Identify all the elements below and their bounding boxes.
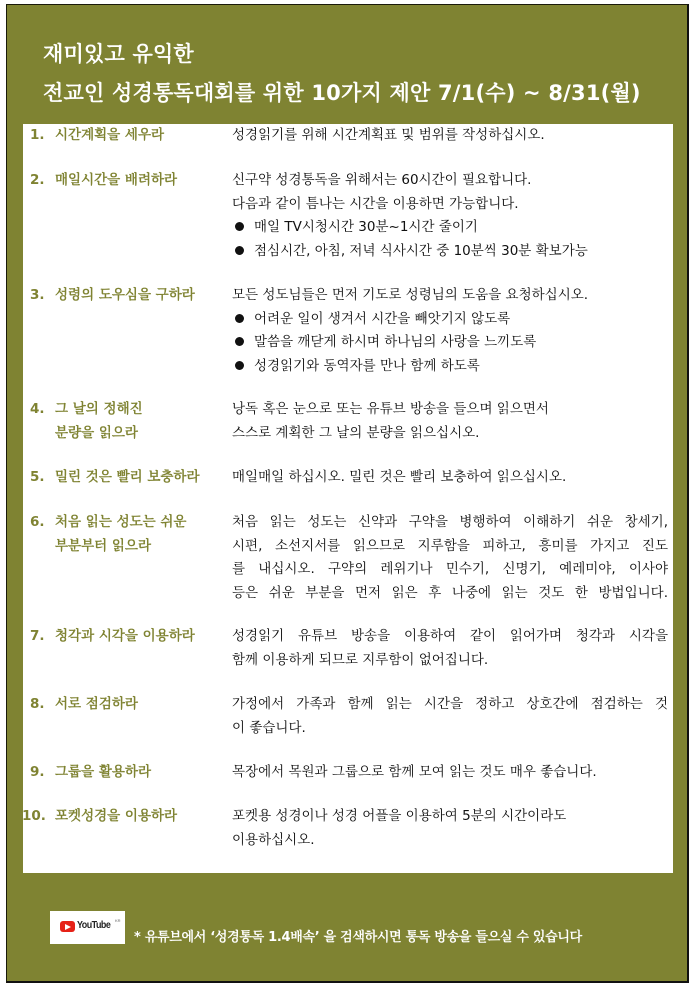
proposal-title: 성령의 도우심을 구하라: [55, 287, 195, 303]
bullet-dot-icon: [235, 246, 244, 255]
description-line: 등은 쉬운 부분을 먼저 읽은 후 나중에 읽는 것도 한 방법입니다.: [232, 585, 668, 602]
bullet-dot-icon: [235, 314, 244, 323]
proposal-number: 10.: [22, 808, 46, 824]
proposal-label: [30, 466, 230, 490]
proposal-number: 5.: [30, 469, 45, 485]
description-line: 낭독 혹은 눈으로 또는 유튜브 방송을 들으며 읽으면서: [232, 401, 549, 417]
proposal-number: 1.: [30, 127, 45, 143]
bullet-text: 점심시간, 아침, 저녁 식사시간 중 10분씩 30분 확보가능: [254, 243, 588, 260]
proposal-number: 3.: [30, 287, 45, 303]
bullet-text: 매일 TV시청시간 30분~1시간 줄이기: [254, 219, 478, 236]
youtube-logo: [50, 911, 125, 944]
proposal-label: [30, 511, 230, 558]
proposal-title: 매일시간을 배려하라: [55, 172, 178, 188]
description-line: 성경읽기 유튜브 방송을 이용하여 같이 읽어가며 청각과 시각을: [232, 628, 668, 644]
proposal-label: [30, 169, 230, 193]
proposal-description: [232, 169, 668, 264]
description-line: 처음 읽는 성도는 신약과 구약을 병행하여 이해하기 쉬운 창세기,: [232, 514, 668, 530]
proposal-title-cont: 부분부터 읽으라: [55, 537, 151, 554]
proposal-title: 처음 읽는 성도는 쉬운: [55, 514, 187, 530]
proposal-description: [232, 761, 668, 785]
proposal-description: [232, 625, 668, 672]
youtube-logo-text: YouTube: [77, 919, 111, 931]
proposal-number: 8.: [30, 696, 45, 712]
proposal-description: [232, 124, 668, 148]
proposal-description: [232, 805, 668, 852]
footer-note: * 유튜브에서 ‘성경통독 1.4배속’ 을 검색하시면 통독 방송을 들으실 수 있습니다: [134, 930, 582, 945]
proposal-description: [232, 398, 668, 445]
description-line: 를 내십시오. 구약의 레위기나 민수기, 신명기, 예레미야, 이사야: [232, 561, 668, 578]
bullet-dot-icon: [235, 222, 244, 231]
proposal-label: [22, 805, 230, 829]
proposal-label: [30, 761, 230, 785]
description-line: 가정에서 가족과 함께 읽는 시간을 정하고 상호간에 점검하는 것: [232, 696, 668, 712]
description-line: 함께 이용하게 되므로 지루함이 없어집니다.: [232, 651, 489, 668]
youtube-region-label: KR: [115, 918, 121, 923]
proposal-title: 서로 점검하라: [55, 696, 138, 712]
proposal-title-cont: 분량을 읽으라: [55, 424, 138, 441]
bullet-item: [232, 331, 668, 355]
proposal-description: [232, 511, 668, 606]
description-line: 이용하십시오.: [232, 831, 315, 848]
proposals-list: [23, 124, 673, 873]
proposal-title: 그 날의 정해진: [55, 401, 143, 417]
description-line: 목장에서 목원과 그룹으로 함께 모여 읽는 것도 매우 좋습니다.: [232, 764, 597, 780]
description-line: 성경읽기를 위해 시간계획표 및 범위를 작성하십시오.: [232, 127, 545, 143]
footer: [50, 911, 670, 945]
bullet-text: 말씀을 깨닫게 하시며 하나님의 사랑을 느끼도록: [254, 334, 537, 351]
bullet-item: [232, 240, 668, 264]
bullet-item: [232, 355, 668, 379]
proposal-title: 밀린 것은 빨리 보충하라: [55, 469, 200, 485]
proposal-number: 2.: [30, 172, 45, 188]
title-line-1: 재미있고 유익한: [43, 42, 194, 66]
proposal-title: 시간계획을 세우라: [55, 127, 165, 143]
bullet-item: [232, 216, 668, 240]
proposal-title: 그룹을 활용하라: [55, 764, 151, 780]
proposal-number: 7.: [30, 628, 45, 644]
proposal-title: 포켓성경을 이용하라: [55, 808, 178, 824]
bullet-dot-icon: [235, 337, 244, 346]
proposal-description: [232, 284, 668, 379]
bullet-dot-icon: [235, 361, 244, 370]
bullet-text: 어려운 일이 생겨서 시간을 빼앗기지 않도록: [254, 310, 511, 327]
proposal-label: [30, 284, 230, 308]
description-line: 스스로 계획한 그 날의 분량을 읽으십시오.: [232, 424, 480, 441]
proposal-description: [232, 693, 668, 740]
description-line: 시편, 소선지서를 읽으므로 지루함을 피하고, 흥미를 가지고 진도: [232, 537, 668, 554]
proposal-label: [30, 693, 230, 717]
description-line: 다음과 같이 틈나는 시간을 이용하면 가능합니다.: [232, 195, 519, 212]
proposal-label: [30, 625, 230, 649]
proposal-number: 9.: [30, 764, 45, 780]
description-line: 포켓용 성경이나 성경 어플을 이용하여 5분의 시간이라도: [232, 808, 567, 824]
description-line: 모든 성도님들은 먼저 기도로 성령님의 도움을 요청하십시오.: [232, 287, 589, 303]
proposal-title: 청각과 시각을 이용하라: [55, 628, 195, 644]
bullet-text: 성경읽기와 동역자를 만나 함께 하도록: [254, 358, 480, 375]
proposal-label: [30, 124, 230, 148]
proposal-number: 6.: [30, 514, 45, 530]
proposal-number: 4.: [30, 401, 45, 417]
title-line-2: 전교인 성경통독대회를 위한 10가지 제안 7/1(수) ~ 8/31(월): [43, 81, 641, 105]
description-line: 신구약 성경통독을 위해서는 60시간이 필요합니다.: [232, 172, 532, 188]
description-line: 이 좋습니다.: [232, 719, 306, 736]
youtube-logo-icon: [60, 921, 75, 932]
description-line: 매일매일 하십시오. 밀린 것은 빨리 보충하여 읽으십시오.: [232, 469, 567, 485]
proposal-label: [30, 398, 230, 445]
proposal-description: [232, 466, 668, 490]
bullet-item: [232, 308, 668, 332]
